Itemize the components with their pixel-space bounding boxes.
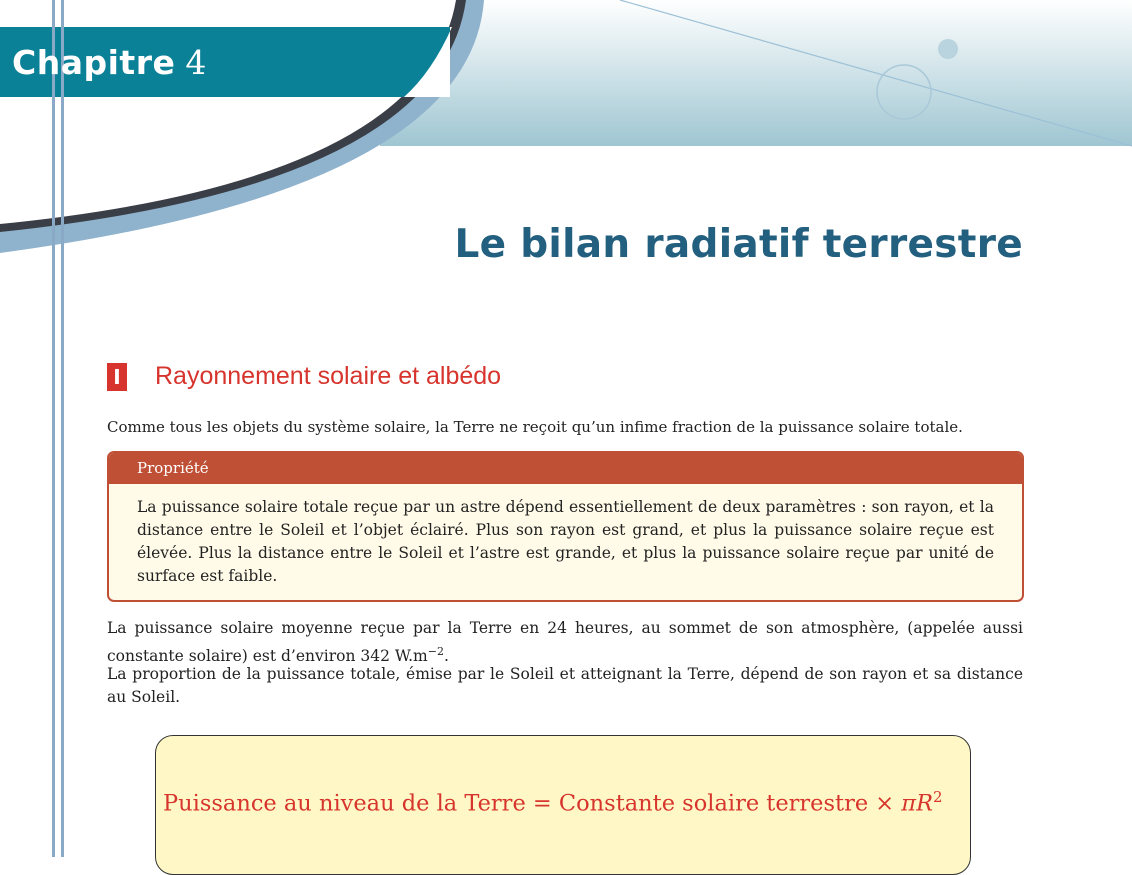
formula — [163, 788, 963, 817]
property-header: Propriété — [109, 453, 1022, 484]
proportion-paragraph: La proportion de la puissance totale, émise par le Soleil et atteignant la Terre, dépend de son rayon et sa distance au Soleil. — [107, 665, 1023, 706]
page-title: Le bilan radiatif terrestre — [454, 222, 1023, 267]
chapter-number: 4 — [185, 42, 207, 82]
sentence-end: . — [443, 647, 449, 666]
solar-constant-paragraph — [107, 617, 1023, 668]
formula-lhs: Puissance au niveau de la Terre = Constante solaire terrestre × — [163, 790, 902, 817]
section-title: Rayonnement solaire et albédo — [155, 362, 502, 390]
property-box — [107, 451, 1024, 602]
margin-line-left — [52, 0, 55, 857]
margin-line-right — [61, 0, 64, 857]
section-number-badge: I — [107, 363, 127, 391]
unit-exponent: −2 — [427, 645, 444, 658]
formula-box — [155, 735, 971, 875]
chapter-label — [0, 27, 450, 97]
intro-paragraph: Comme tous les objets du système solaire, la Terre ne reçoit qu’un infime fraction de la puissance solaire totale. — [107, 418, 963, 436]
formula-radius: R — [916, 790, 934, 817]
section-heading — [107, 362, 501, 391]
property-text: La puissance solaire totale reçue par un astre dépend essentiellement de deux paramètres : son rayon, et la distance entre le Soleil et l’objet éclairé. Plus son rayon est grand, et plus la puissance solaire reçue est élevée. Plus la distance entre le Soleil et l’astre est grande, et plus la puissance solaire reçue par unité de surface est faible. — [137, 498, 994, 585]
formula-pi: π — [901, 790, 917, 817]
solar-constant-text: La puissance solaire moyenne reçue par la Terre en 24 heures, au sommet de son atmosphère, (appelée aussi constante solaire) est d’environ 342 W.m — [107, 619, 1023, 666]
chapter-word: Chapitre — [12, 42, 176, 82]
formula-exponent: 2 — [933, 788, 943, 806]
